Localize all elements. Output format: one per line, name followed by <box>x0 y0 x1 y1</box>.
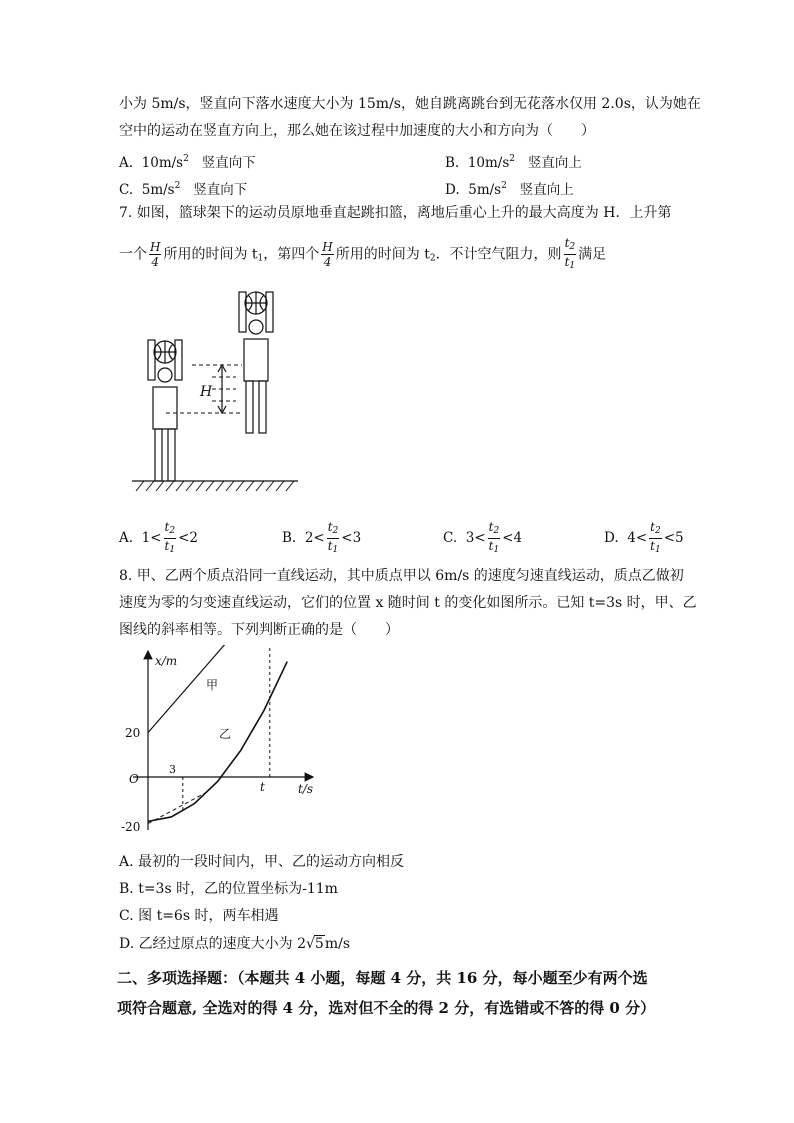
option-exp: 2 <box>501 181 507 191</box>
option-letter: B. <box>282 530 297 546</box>
option-letter: D. <box>445 182 460 198</box>
q7-text: ．不计空气阻力，则 <box>435 246 562 263</box>
option-value: 10m/s <box>467 155 510 171</box>
q7-text-line-1: 7. 如图，篮球架下的运动员原地垂直起跳扣篮，离地后重心上升的最大高度为 H．上升第 <box>119 205 672 221</box>
fraction-t2-over-t1: $\frac{t_2}{t_1}$ <box>488 520 500 555</box>
q6-text-line-2: 空中的运动在竖直方向上，那么她在该过程中加速度的大小和方向为（ ） <box>119 123 595 139</box>
y-tick-label-neg20: -20 <box>121 820 141 834</box>
q7-option-b[interactable] <box>282 520 361 557</box>
fraction-numerator: $t_2$ <box>564 236 577 255</box>
tangent-line-dashed <box>148 793 206 824</box>
fraction-t2-over-t1: $\frac{t_2}{t_1}$ <box>650 520 661 555</box>
q7-option-c[interactable] <box>443 520 522 557</box>
option-letter: A. <box>119 155 134 171</box>
height-label: H <box>200 384 213 400</box>
option-low: 4< <box>627 530 648 546</box>
q7-option-a[interactable] <box>119 520 198 557</box>
y-axis-label: x/m <box>155 654 178 668</box>
x-axis-label: t/s <box>298 782 314 796</box>
q6-option-b[interactable] <box>445 149 582 173</box>
option-exp: 2 <box>509 154 516 164</box>
option-direction: 竖直向下 <box>193 182 248 198</box>
option-letter: D. <box>604 530 619 546</box>
sqrt-symbol: √ <box>305 936 315 952</box>
series-label-yi: 乙 <box>219 727 232 741</box>
fraction-t2-over-t1 <box>564 236 577 273</box>
q7-text: 满足 <box>578 246 607 263</box>
y-tick-label-20: 20 <box>125 726 141 740</box>
option-direction: 竖直向下 <box>201 155 256 171</box>
q8-text-line-1: 8. 甲、乙两个质点沿同一直线运动，其中质点甲以 6m/s 的速度匀速直线运动，质点乙做初 <box>119 568 684 584</box>
fraction-denominator: 4 <box>323 255 332 269</box>
option-direction: 竖直向上 <box>519 182 574 198</box>
fraction-h-over-4 <box>149 240 161 269</box>
position-time-graph <box>115 645 325 845</box>
option-letter: A. <box>119 530 134 546</box>
fraction-denominator: $t_1$ <box>564 255 576 271</box>
option-exp: 2 <box>174 181 181 191</box>
option-text: D. 乙经过原点的速度大小为 2 <box>119 936 306 952</box>
subscript: 1 <box>257 253 264 264</box>
fraction-t2-over-t1: $\frac{t_2}{t_1}$ <box>327 520 339 555</box>
q7-option-d[interactable] <box>604 520 684 557</box>
option-letter: B. <box>445 155 460 171</box>
option-direction: 竖直向上 <box>527 155 582 171</box>
subscript: 2 <box>429 253 436 264</box>
q7-text-line-2 <box>119 236 606 274</box>
section-2-heading-line-1: 二、多项选择题：（本题共 4 小题，每题 4 分，共 16 分，每小题至少有两个选 <box>117 969 648 987</box>
q6-option-c[interactable] <box>119 176 247 200</box>
q7-text: 所用的时间为 t <box>335 246 430 263</box>
fraction-t2-over-t1: $\frac{t_2}{t_1}$ <box>164 520 176 555</box>
q6-option-a[interactable] <box>119 149 256 173</box>
q6-text-line-1: 小为 5m/s，竖直向下落水速度大小为 15m/s，她自跳离跳台到无花落水仅用 2.0s，认为她在 <box>119 96 701 112</box>
person-jumping <box>239 292 273 433</box>
option-exp: 2 <box>183 154 189 164</box>
origin-label: O <box>129 772 139 786</box>
q8-text-line-2: 速度为零的匀变速直线运动，它们的位置 x 随时间 t 的变化如图所示。已知 t=3s 时，甲、乙 <box>119 595 697 611</box>
option-letter: C. <box>443 530 458 546</box>
option-high: <2 <box>178 530 199 546</box>
option-value: 10m/s <box>141 155 184 171</box>
q6-option-d[interactable] <box>445 176 574 200</box>
option-high: <4 <box>502 530 523 546</box>
option-value: 5m/s <box>468 182 502 198</box>
basketball-jump-figure <box>130 285 305 495</box>
option-letter: C. <box>119 182 134 198</box>
person-on-ground <box>148 340 182 481</box>
option-high: <3 <box>341 530 362 546</box>
sqrt-radicand: 5 <box>314 936 324 952</box>
q7-text: ，第四个 <box>263 246 320 263</box>
q8-option-c[interactable]: C. 图 t=6s 时，两车相遇 <box>119 908 279 924</box>
series-label-jia: 甲 <box>206 678 219 692</box>
q8-option-b[interactable]: B. t=3s 时，乙的位置坐标为-11m <box>119 881 338 897</box>
section-2-heading-line-2: 项符合题意, 全选对的得 4 分，选对但不全的得 2 分，有选错或不答的得 0 分） <box>117 999 656 1017</box>
q8-option-a[interactable]: A. 最初的一段时间内，甲、乙的运动方向相反 <box>119 854 405 870</box>
ground-hatching <box>136 481 294 491</box>
x-tick-label-t: t <box>260 780 265 794</box>
option-high: <5 <box>663 530 684 546</box>
option-low: 1< <box>141 530 162 546</box>
fraction-denominator: 4 <box>151 255 160 269</box>
fraction-numerator: H <box>150 240 161 254</box>
q8-text-line-3: 图线的斜率相等。下列判断正确的是（ ） <box>119 622 399 638</box>
fraction-numerator: H <box>322 240 333 254</box>
option-value: 5m/s <box>141 182 175 198</box>
option-low: 3< <box>465 530 486 546</box>
q8-option-d[interactable] <box>119 934 350 954</box>
fraction-h-over-4 <box>321 240 333 269</box>
option-unit: m/s <box>324 936 351 952</box>
option-low: 2< <box>304 530 325 546</box>
x-tick-label-3: 3 <box>169 763 176 776</box>
q7-text: 一个 <box>119 246 147 263</box>
q7-text: 所用的时间为 t <box>163 246 258 263</box>
